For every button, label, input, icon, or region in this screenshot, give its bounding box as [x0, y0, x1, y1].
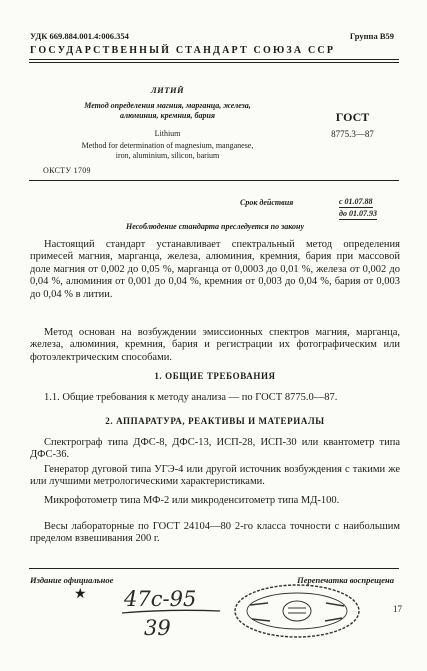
footer-rule	[29, 568, 399, 569]
method-title-ru-line1: Метод определения магния, марганца, железа,	[84, 101, 251, 110]
header-rule-thin	[29, 62, 399, 63]
okstu-code: ОКСТУ 1709	[43, 166, 91, 175]
standard-title-ru: ЛИТИЙ	[150, 85, 185, 95]
method-title-ru-line2: алюминия, кремния, бария	[119, 111, 216, 120]
star-icon: ★	[74, 587, 87, 602]
method-title-en	[30, 141, 305, 161]
validity-from: с 01.07.88	[339, 197, 373, 206]
method-title-en-line1: Method for determination of magnesium, manganese,	[81, 141, 254, 150]
library-stamp	[230, 581, 365, 641]
method-title-en-line2: iron, aluminium, silicon, barium	[115, 151, 220, 160]
title-rule	[29, 180, 399, 181]
intro-paragraph: Настоящий стандарт устанавливает спектральный метод определения примесей магния, марганца, железа, алюминия, кремния, бария при массовой доле магния от 0,002 до 0,05 %, марганца от 0,0003 до 0,01 %, железа от 0,002 до 0,04 %, алюминия от 0,001 до 0,04 %, кремния от 0,003 до 0,04 %, бария от 0,003 до 0,04 % в литии.	[30, 239, 400, 300]
equipment-generator: Генератор дуговой типа УГЭ-4 или другой источник возбуждения с такими же или лучшими метрологическими характеристиками.	[30, 464, 400, 488]
handwritten-note-line1: 47с-95	[124, 587, 197, 611]
section-heading-general: 1. ОБЩИЕ ТРЕБОВАНИЯ	[154, 371, 276, 381]
reprint-prohibited: Перепечатка воспрещена	[297, 575, 394, 585]
udc-code: УДК 669.884.001.4:006.354	[30, 31, 129, 41]
gost-number: 8775.3—87	[331, 129, 374, 139]
equipment-spectrograph: Спектрограф типа ДФС-8, ДФС-13, ИСП-28, ИСП-30 или квантометр типа ДФС-36.	[30, 437, 400, 461]
group-code: Группа В59	[349, 31, 394, 41]
method-title-ru	[30, 101, 305, 121]
clause-1-1: 1.1. Общие требования к методу анализа — по ГОСТ 8775.0—87.	[44, 392, 338, 403]
handwritten-note-line2: 39	[144, 616, 171, 640]
standard-title-en: Lithium	[154, 129, 181, 138]
method-paragraph: Метод основан на возбуждении эмиссионных спектров магния, марганца, железа, алюминия, кремния, бария и регистрации их фотографическим или фотоэлектрическим способами.	[30, 327, 400, 363]
validity-to: до 01.07.93	[339, 209, 377, 218]
validity-label: Срок действия	[240, 198, 294, 207]
equipment-microphotometer: Микрофотометр типа МФ-2 или микроденситометр типа МД-100.	[44, 495, 340, 506]
equipment-scales: Весы лабораторные по ГОСТ 24104—80 2-го класса точности с наибольшим пределом взвешивания 200 г.	[30, 521, 400, 545]
legal-notice: Несоблюдение стандарта преследуется по закону	[126, 222, 304, 231]
handwritten-note	[118, 582, 228, 642]
official-edition: Издание официальное	[30, 575, 114, 585]
organization-title: ГОСУДАРСТВЕННЫЙ СТАНДАРТ СОЮЗА ССР	[30, 45, 336, 56]
page-number: 17	[393, 604, 402, 614]
gost-label: ГОСТ	[335, 110, 370, 124]
header-rule	[29, 59, 399, 60]
section-heading-equipment: 2. АППАРАТУРА, РЕАКТИВЫ И МАТЕРИАЛЫ	[105, 416, 325, 426]
